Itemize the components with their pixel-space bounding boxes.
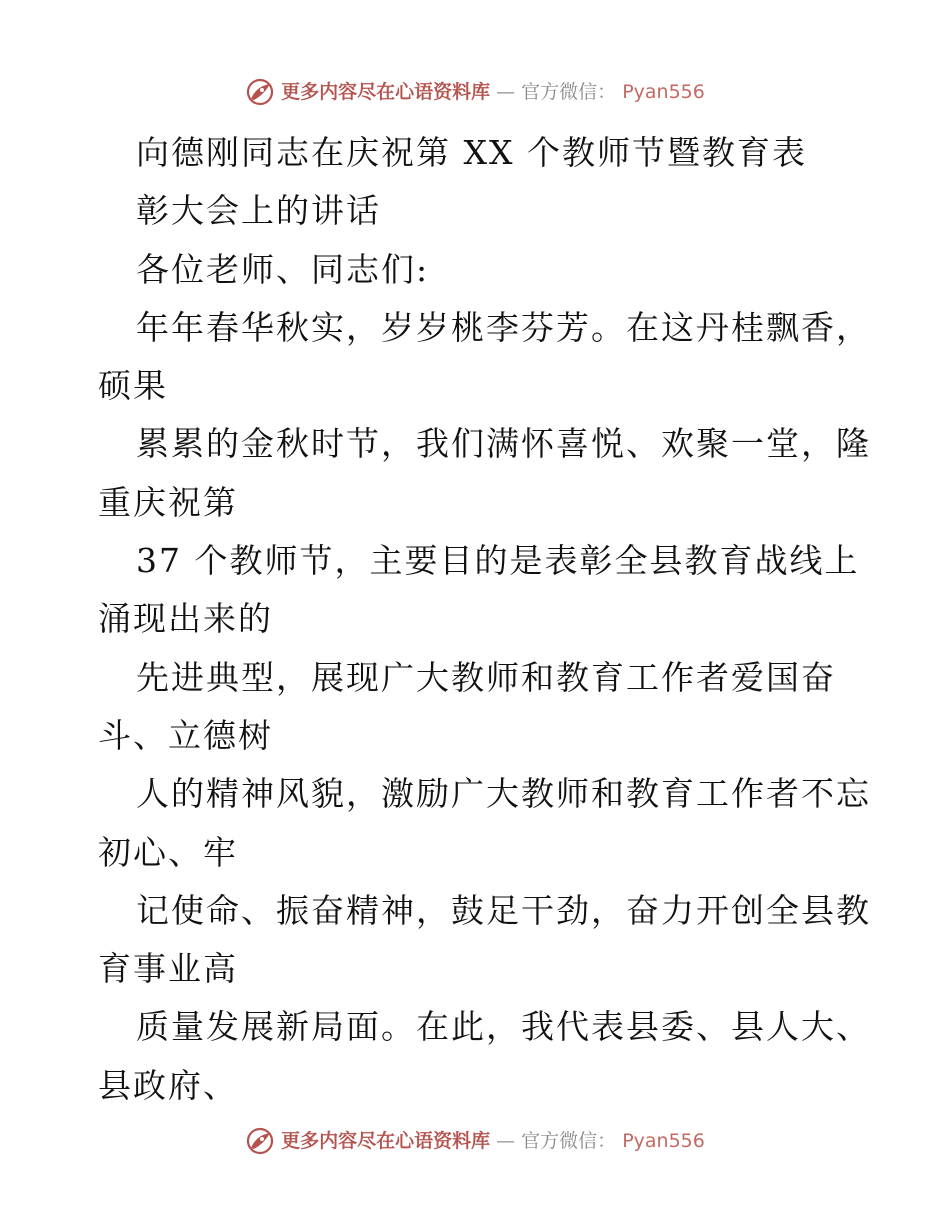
title-line-1: 向德刚同志在庆祝第 XX 个教师节暨教育表	[136, 133, 807, 172]
text-line: 累累的金秋时节，我们满怀喜悦、欢聚一堂，隆	[136, 424, 871, 464]
text-line: 质量发展新局面。在此，我代表县委、县人大、	[136, 1007, 871, 1047]
pen-nib-logo-icon	[245, 77, 275, 107]
text-line: 人的精神风貌，激励广大教师和教育工作者不忘	[136, 774, 871, 814]
header-watermark	[0, 77, 950, 107]
watermark-dash: —	[496, 81, 516, 103]
text-line: 初心、牢	[98, 832, 238, 872]
document-body	[98, 124, 898, 1115]
watermark-wechat-id: Pyan556	[622, 81, 705, 103]
watermark-wechat-id: Pyan556	[622, 1130, 705, 1152]
text-line: 年年春华秋实，岁岁桃李芬芳。在这丹桂飘香，	[136, 307, 871, 347]
watermark-main-text: 更多内容尽在心语资料库	[281, 1130, 491, 1152]
watermark-dash: —	[496, 1130, 516, 1152]
text-line: 育事业高	[98, 949, 238, 989]
salutation: 各位老师、同志们:	[136, 249, 430, 289]
text-line: 先进典型，展现广大教师和教育工作者爱国奋	[136, 657, 836, 697]
title-line-2: 彰大会上的讲话	[136, 191, 381, 231]
text-line: 记使命、振奋精神，鼓足干劲，奋力开创全县教	[136, 890, 871, 930]
footer-watermark	[0, 1126, 950, 1156]
watermark-label: 官方微信：	[521, 1130, 617, 1152]
text-line: 硕果	[98, 366, 168, 406]
text-line: 37 个教师节，主要目的是表彰全县教育战线上	[136, 541, 860, 581]
watermark-label: 官方微信：	[521, 81, 617, 103]
watermark-main-text: 更多内容尽在心语资料库	[281, 81, 491, 103]
pen-nib-logo-icon	[245, 1126, 275, 1156]
text-line: 涌现出来的	[98, 599, 273, 639]
text-line: 斗、立德树	[98, 715, 273, 755]
text-line: 重庆祝第	[98, 482, 238, 522]
text-line: 县政府、	[98, 1065, 238, 1105]
